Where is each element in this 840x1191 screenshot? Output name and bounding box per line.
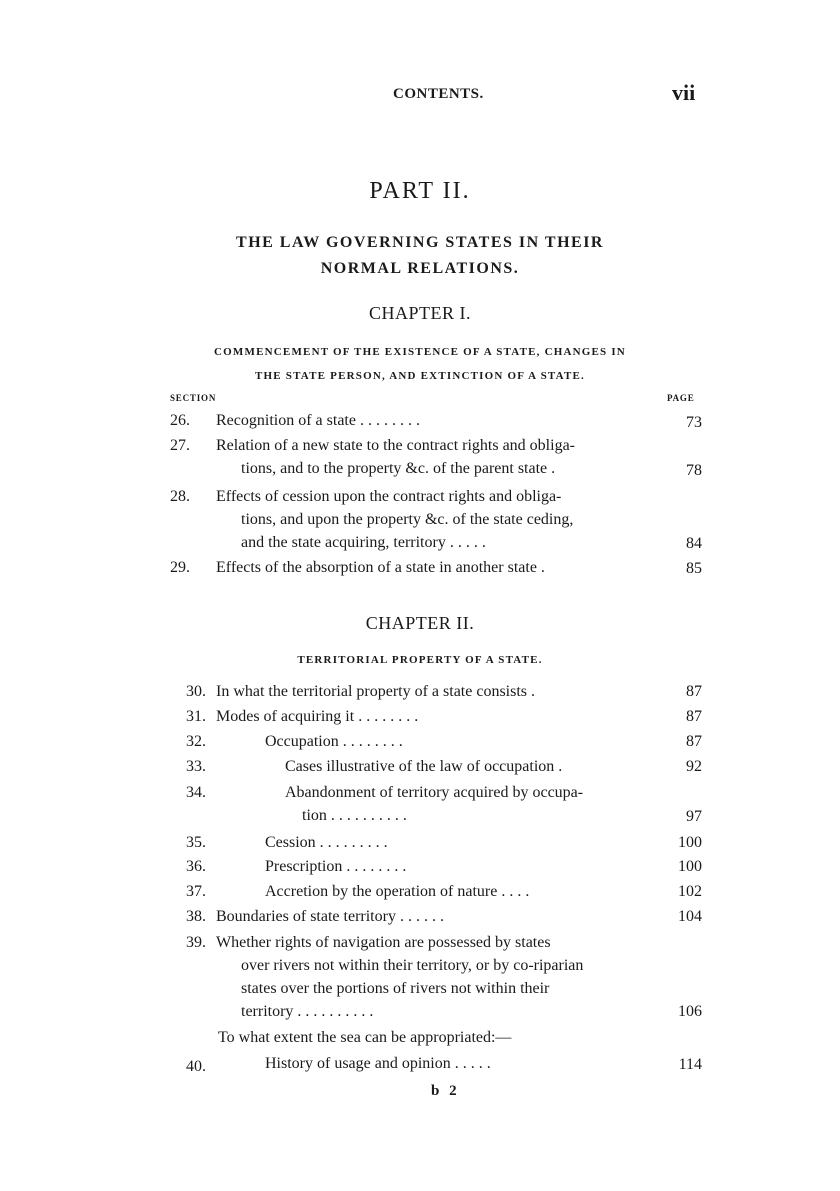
section-number: 39. <box>186 934 206 951</box>
chapter2-title: CHAPTER II. <box>365 613 475 633</box>
part-title: PART II. <box>369 178 471 204</box>
page-number: 97 <box>686 808 702 825</box>
running-title: CONTENTS. <box>393 86 484 102</box>
part-subtitle-line1: THE LAW GOVERNING STATES IN THEIR <box>236 234 604 251</box>
entry-text: Boundaries of state territory . . . . . . <box>216 908 444 925</box>
entry-text: Abandonment of territory acquired by occupa- <box>285 784 584 801</box>
entry-text: Cases illustrative of the law of occupation . <box>285 758 563 775</box>
entry-text: To what extent the sea can be appropriated:— <box>218 1029 512 1046</box>
entry-text: and the state acquiring, territory . . . . . <box>241 534 486 551</box>
chapter1-subtitle-line1: COMMENCEMENT OF THE EXISTENCE OF A STATE, CHANGES IN <box>214 346 626 358</box>
entry-text: Modes of acquiring it . . . . . . . . <box>216 708 419 725</box>
entry-text: states over the portions of rivers not within their <box>241 980 550 997</box>
section-number: 29. <box>170 559 190 576</box>
entry-text: territory . . . . . . . . . . <box>241 1003 374 1020</box>
page-number: 92 <box>686 758 702 775</box>
entry-text: tion . . . . . . . . . . <box>302 807 407 824</box>
chapter2-subtitle: TERRITORIAL PROPERTY OF A STATE. <box>297 654 543 666</box>
page-number: 104 <box>678 908 702 925</box>
entry-text: Occupation . . . . . . . . <box>265 733 403 750</box>
entry-text: tions, and to the property &c. of the parent state . <box>241 460 556 477</box>
entry-text: Cession . . . . . . . . . <box>265 834 388 851</box>
entry-text: over rivers not within their territory, or by co-riparian <box>241 957 584 974</box>
entry-text: Accretion by the operation of nature . . . . <box>265 883 530 900</box>
page-number: 87 <box>686 733 702 750</box>
section-column-heading: SECTION <box>170 393 217 403</box>
entry-text: Whether rights of navigation are possessed by states <box>216 934 551 951</box>
section-number: 30. <box>186 683 206 700</box>
page-number: 78 <box>686 462 702 479</box>
page-number: 84 <box>686 535 702 552</box>
page-number: 102 <box>678 883 702 900</box>
entry-text: Effects of the absorption of a state in another state . <box>216 559 545 576</box>
chapter1-title: CHAPTER I. <box>368 303 471 323</box>
section-number: 26. <box>170 412 190 429</box>
entry-text: History of usage and opinion . . . . . <box>265 1055 491 1072</box>
section-number: 33. <box>186 758 206 775</box>
page-number: 100 <box>678 834 702 851</box>
section-number: 38. <box>186 908 206 925</box>
section-number: 34. <box>186 784 206 801</box>
section-number: 27. <box>170 437 190 454</box>
entry-text: Relation of a new state to the contract rights and obliga- <box>216 437 575 454</box>
section-number: 31. <box>186 708 206 725</box>
entry-text: In what the territorial property of a state consists . <box>216 683 536 700</box>
part-subtitle-line2: NORMAL RELATIONS. <box>320 260 520 277</box>
section-number: 35. <box>186 834 206 851</box>
section-number: 36. <box>186 858 206 875</box>
entry-text: Effects of cession upon the contract rights and obliga- <box>216 488 562 505</box>
section-number: 40. <box>186 1058 206 1075</box>
entry-text: tions, and upon the property &c. of the state ceding, <box>241 511 574 528</box>
page-number: 87 <box>686 708 702 725</box>
section-number: 37. <box>186 883 206 900</box>
page-number: 100 <box>678 858 702 875</box>
page-number: 114 <box>678 1056 702 1073</box>
chapter1-subtitle-line2: THE STATE PERSON, AND EXTINCTION OF A STATE. <box>254 370 585 382</box>
page-numeral: vii <box>672 80 696 105</box>
section-number: 32. <box>186 733 206 750</box>
page-number: 106 <box>678 1003 702 1020</box>
signature-mark: b 2 <box>431 1083 460 1099</box>
page-number: 85 <box>686 560 702 577</box>
page-number: 73 <box>686 414 702 431</box>
page-column-heading: PAGE <box>667 393 695 403</box>
entry-text: Recognition of a state . . . . . . . . <box>216 412 420 429</box>
entry-text: Prescription . . . . . . . . <box>265 858 407 875</box>
section-number: 28. <box>170 488 190 505</box>
page-number: 87 <box>686 683 702 700</box>
